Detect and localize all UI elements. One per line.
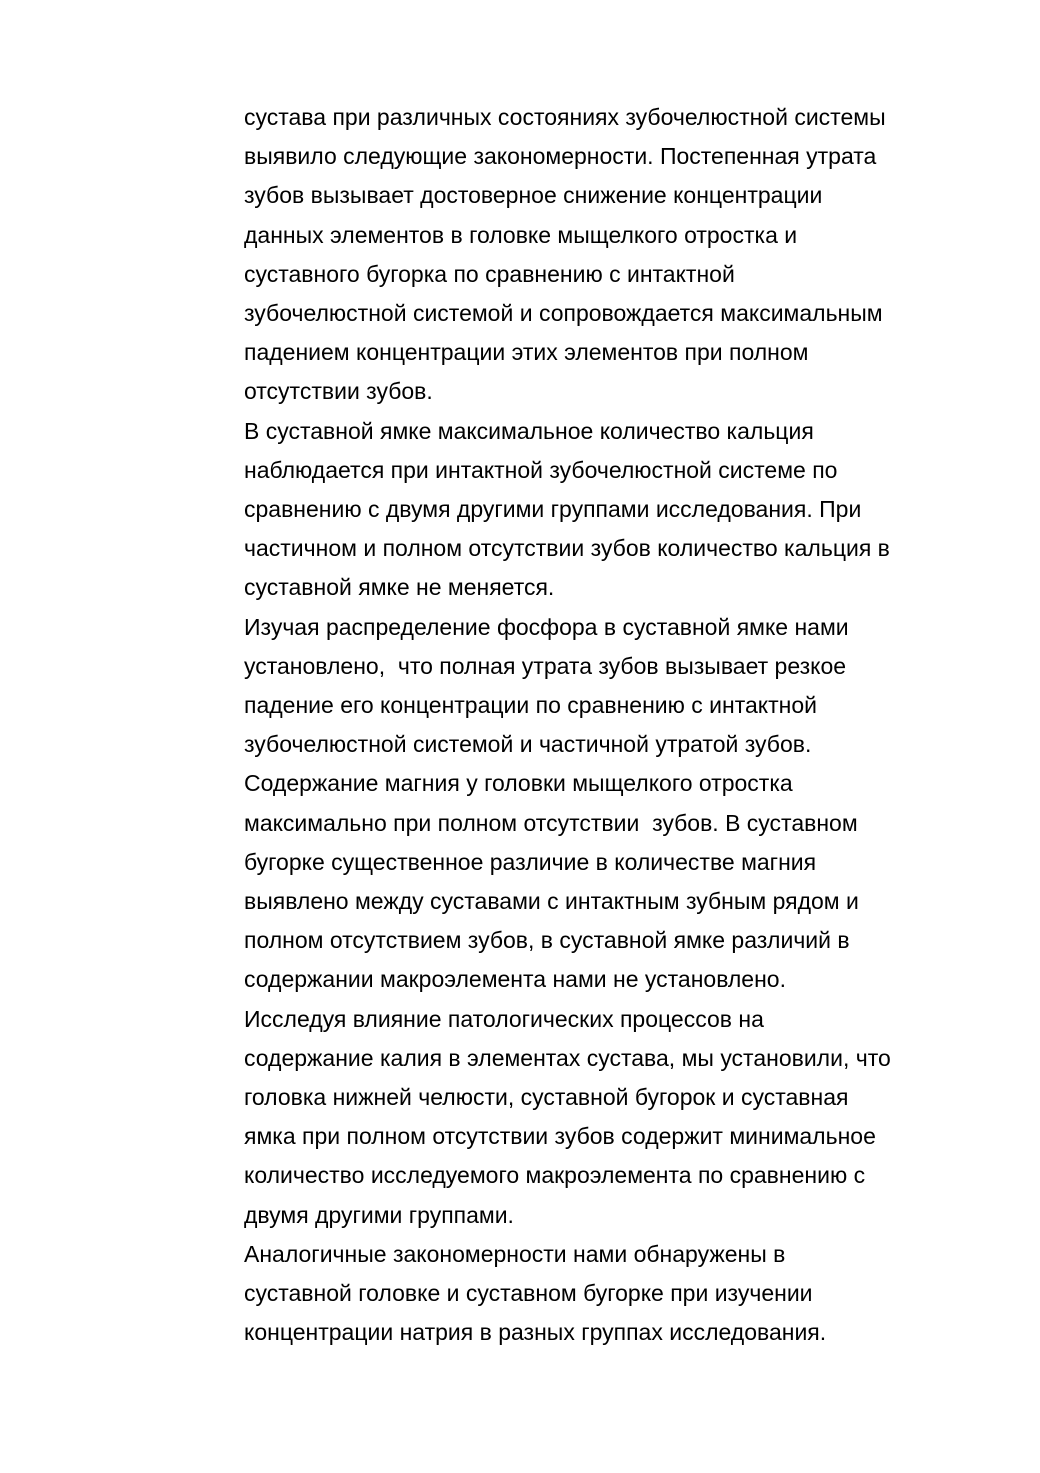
body-text	[244, 98, 984, 1353]
text-line: Изучая распределение фосфора в суставной ямке нами	[244, 613, 849, 640]
text-line: Аналогичные закономерности нами обнаружены в	[244, 1240, 786, 1267]
text-line: В суставной ямке максимальное количество кальция	[244, 417, 814, 444]
text-line: полном отсутствием зубов, в суставной ямке различий в	[244, 927, 850, 954]
text-line: концентрации натрия в разных группах исследования.	[244, 1319, 827, 1346]
text-line: зубов вызывает достоверное снижение концентрации	[244, 182, 823, 209]
text-line: головка нижней челюсти, суставной бугорок и суставная	[244, 1084, 849, 1111]
text-line: суставной ямке не меняется.	[244, 574, 555, 601]
text-line: Исследуя влияние патологических процессов на	[244, 1005, 764, 1032]
text-line: сравнению с двумя другими группами исследования. При	[244, 496, 862, 523]
text-line: ямка при полном отсутствии зубов содержит минимальное	[244, 1123, 876, 1150]
text-line: выявлено между суставами с интактным зубным рядом и	[244, 888, 859, 915]
text-line: падение его концентрации по сравнению с интактной	[244, 692, 817, 719]
text-line: частичном и полном отсутствии зубов количество кальция в	[244, 535, 890, 562]
text-line: двумя другими группами.	[244, 1201, 514, 1228]
text-line: Содержание магния у головки мыщелкого отростка	[244, 770, 793, 797]
text-line: бугорке существенное различие в количестве магния	[244, 848, 817, 875]
text-line: суставной головке и суставном бугорке при изучении	[244, 1280, 813, 1307]
text-line: наблюдается при интактной зубочелюстной системе по	[244, 456, 838, 483]
text-line: выявило следующие закономерности. Постепенная утрата	[244, 143, 877, 170]
text-line: зубочелюстной системой и сопровождается максимальным	[244, 300, 883, 327]
text-line: максимально при полном отсутствии зубов. В суставном	[244, 809, 858, 836]
text-line: падением концентрации этих элементов при полном	[244, 339, 809, 366]
text-line: сустава при различных состояниях зубочелюстной системы	[244, 104, 886, 130]
text-line: отсутствии зубов.	[244, 378, 433, 405]
text-line: зубочелюстной системой и частичной утратой зубов.	[244, 731, 812, 758]
text-line: данных элементов в головке мыщелкого отростка и	[244, 221, 798, 248]
text-line: содержании макроэлемента нами не установлено.	[244, 966, 786, 993]
text-line: установлено, что полная утрата зубов вызывает резкое	[244, 652, 847, 679]
text-line: суставного бугорка по сравнению с интактной	[244, 260, 735, 287]
text-line: количество исследуемого макроэлемента по сравнению с	[244, 1162, 866, 1189]
text-line: содержание калия в элементах сустава, мы установили, что	[244, 1044, 891, 1071]
